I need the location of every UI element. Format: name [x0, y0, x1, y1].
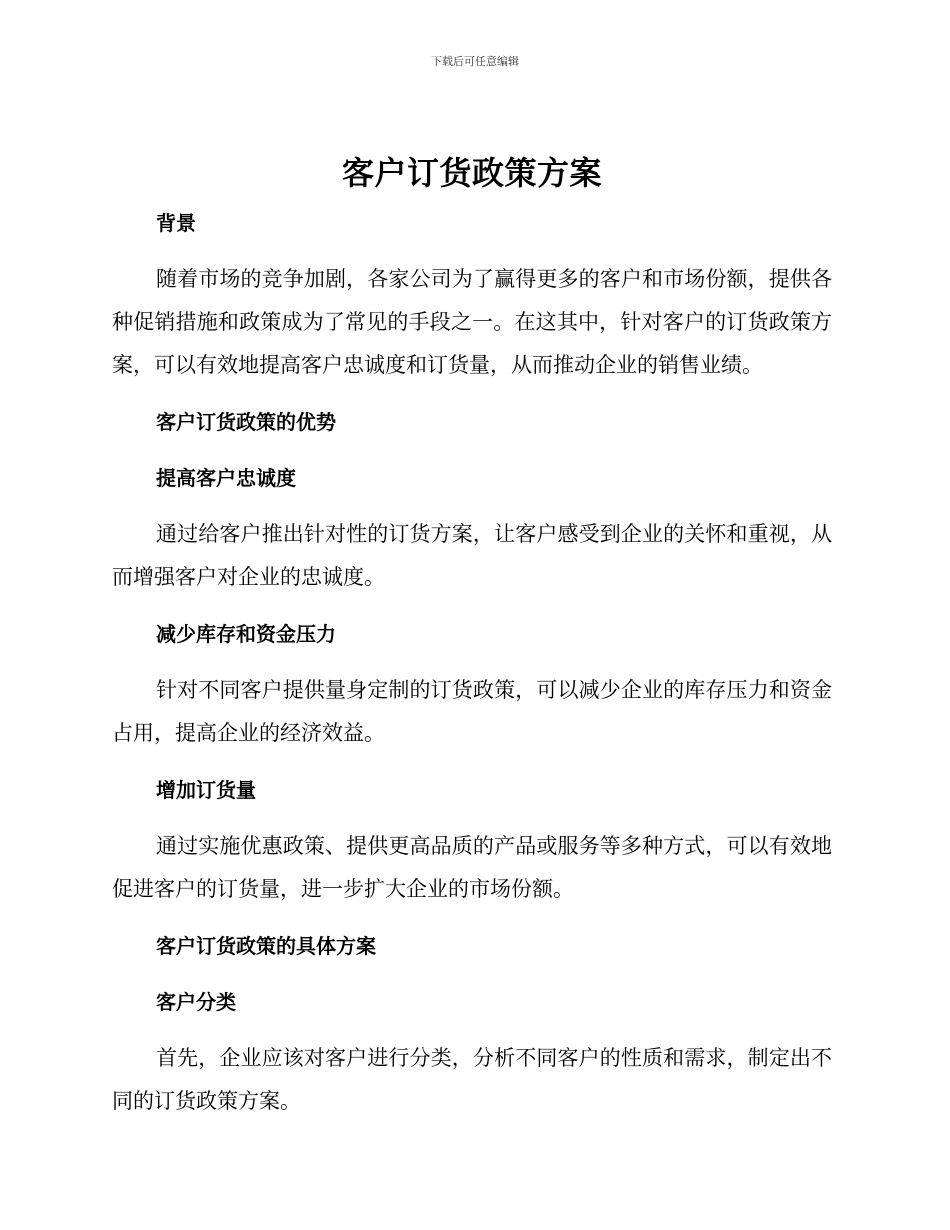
section-heading-plan: 客户订货政策的具体方案 — [156, 934, 376, 958]
subheading-loyalty: 提高客户忠诚度 — [156, 466, 296, 490]
document-title: 客户订货政策方案 — [341, 154, 602, 192]
section-heading-advantages: 客户订货政策的优势 — [156, 410, 336, 434]
subheading-volume: 增加订货量 — [156, 778, 256, 802]
header-note: 下载后可任意编辑 — [431, 55, 519, 68]
paragraph-classify: 首先，企业应该对客户进行分类，分析不同客户的性质和需求，制定出不同的订货政策方案。 — [112, 1046, 832, 1113]
paragraph-volume: 通过实施优惠政策、提供更高品质的产品或服务等多种方式，可以有效地促进客户的订货量，进一步扩大企业的市场份额。 — [112, 834, 832, 901]
paragraph-inventory: 针对不同客户提供量身定制的订货政策，可以减少企业的库存压力和资金占用，提高企业的经济效益。 — [112, 678, 832, 745]
paragraph-background: 随着市场的竞争加剧，各家公司为了赢得更多的客户和市场份额，提供各种促销措施和政策成为了常见的手段之一。在这其中，针对客户的订货政策方案，可以有效地提高客户忠诚度和订货量，从而推动企业的销售业绩。 — [112, 267, 832, 377]
document-body — [112, 150, 832, 1123]
paragraph-loyalty: 通过给客户推出针对性的订货方案，让客户感受到企业的关怀和重视，从而增强客户对企业的忠诚度。 — [112, 522, 832, 589]
section-heading-background: 背景 — [156, 211, 196, 235]
subheading-classify: 客户分类 — [156, 990, 236, 1014]
subheading-inventory: 减少库存和资金压力 — [156, 622, 336, 646]
